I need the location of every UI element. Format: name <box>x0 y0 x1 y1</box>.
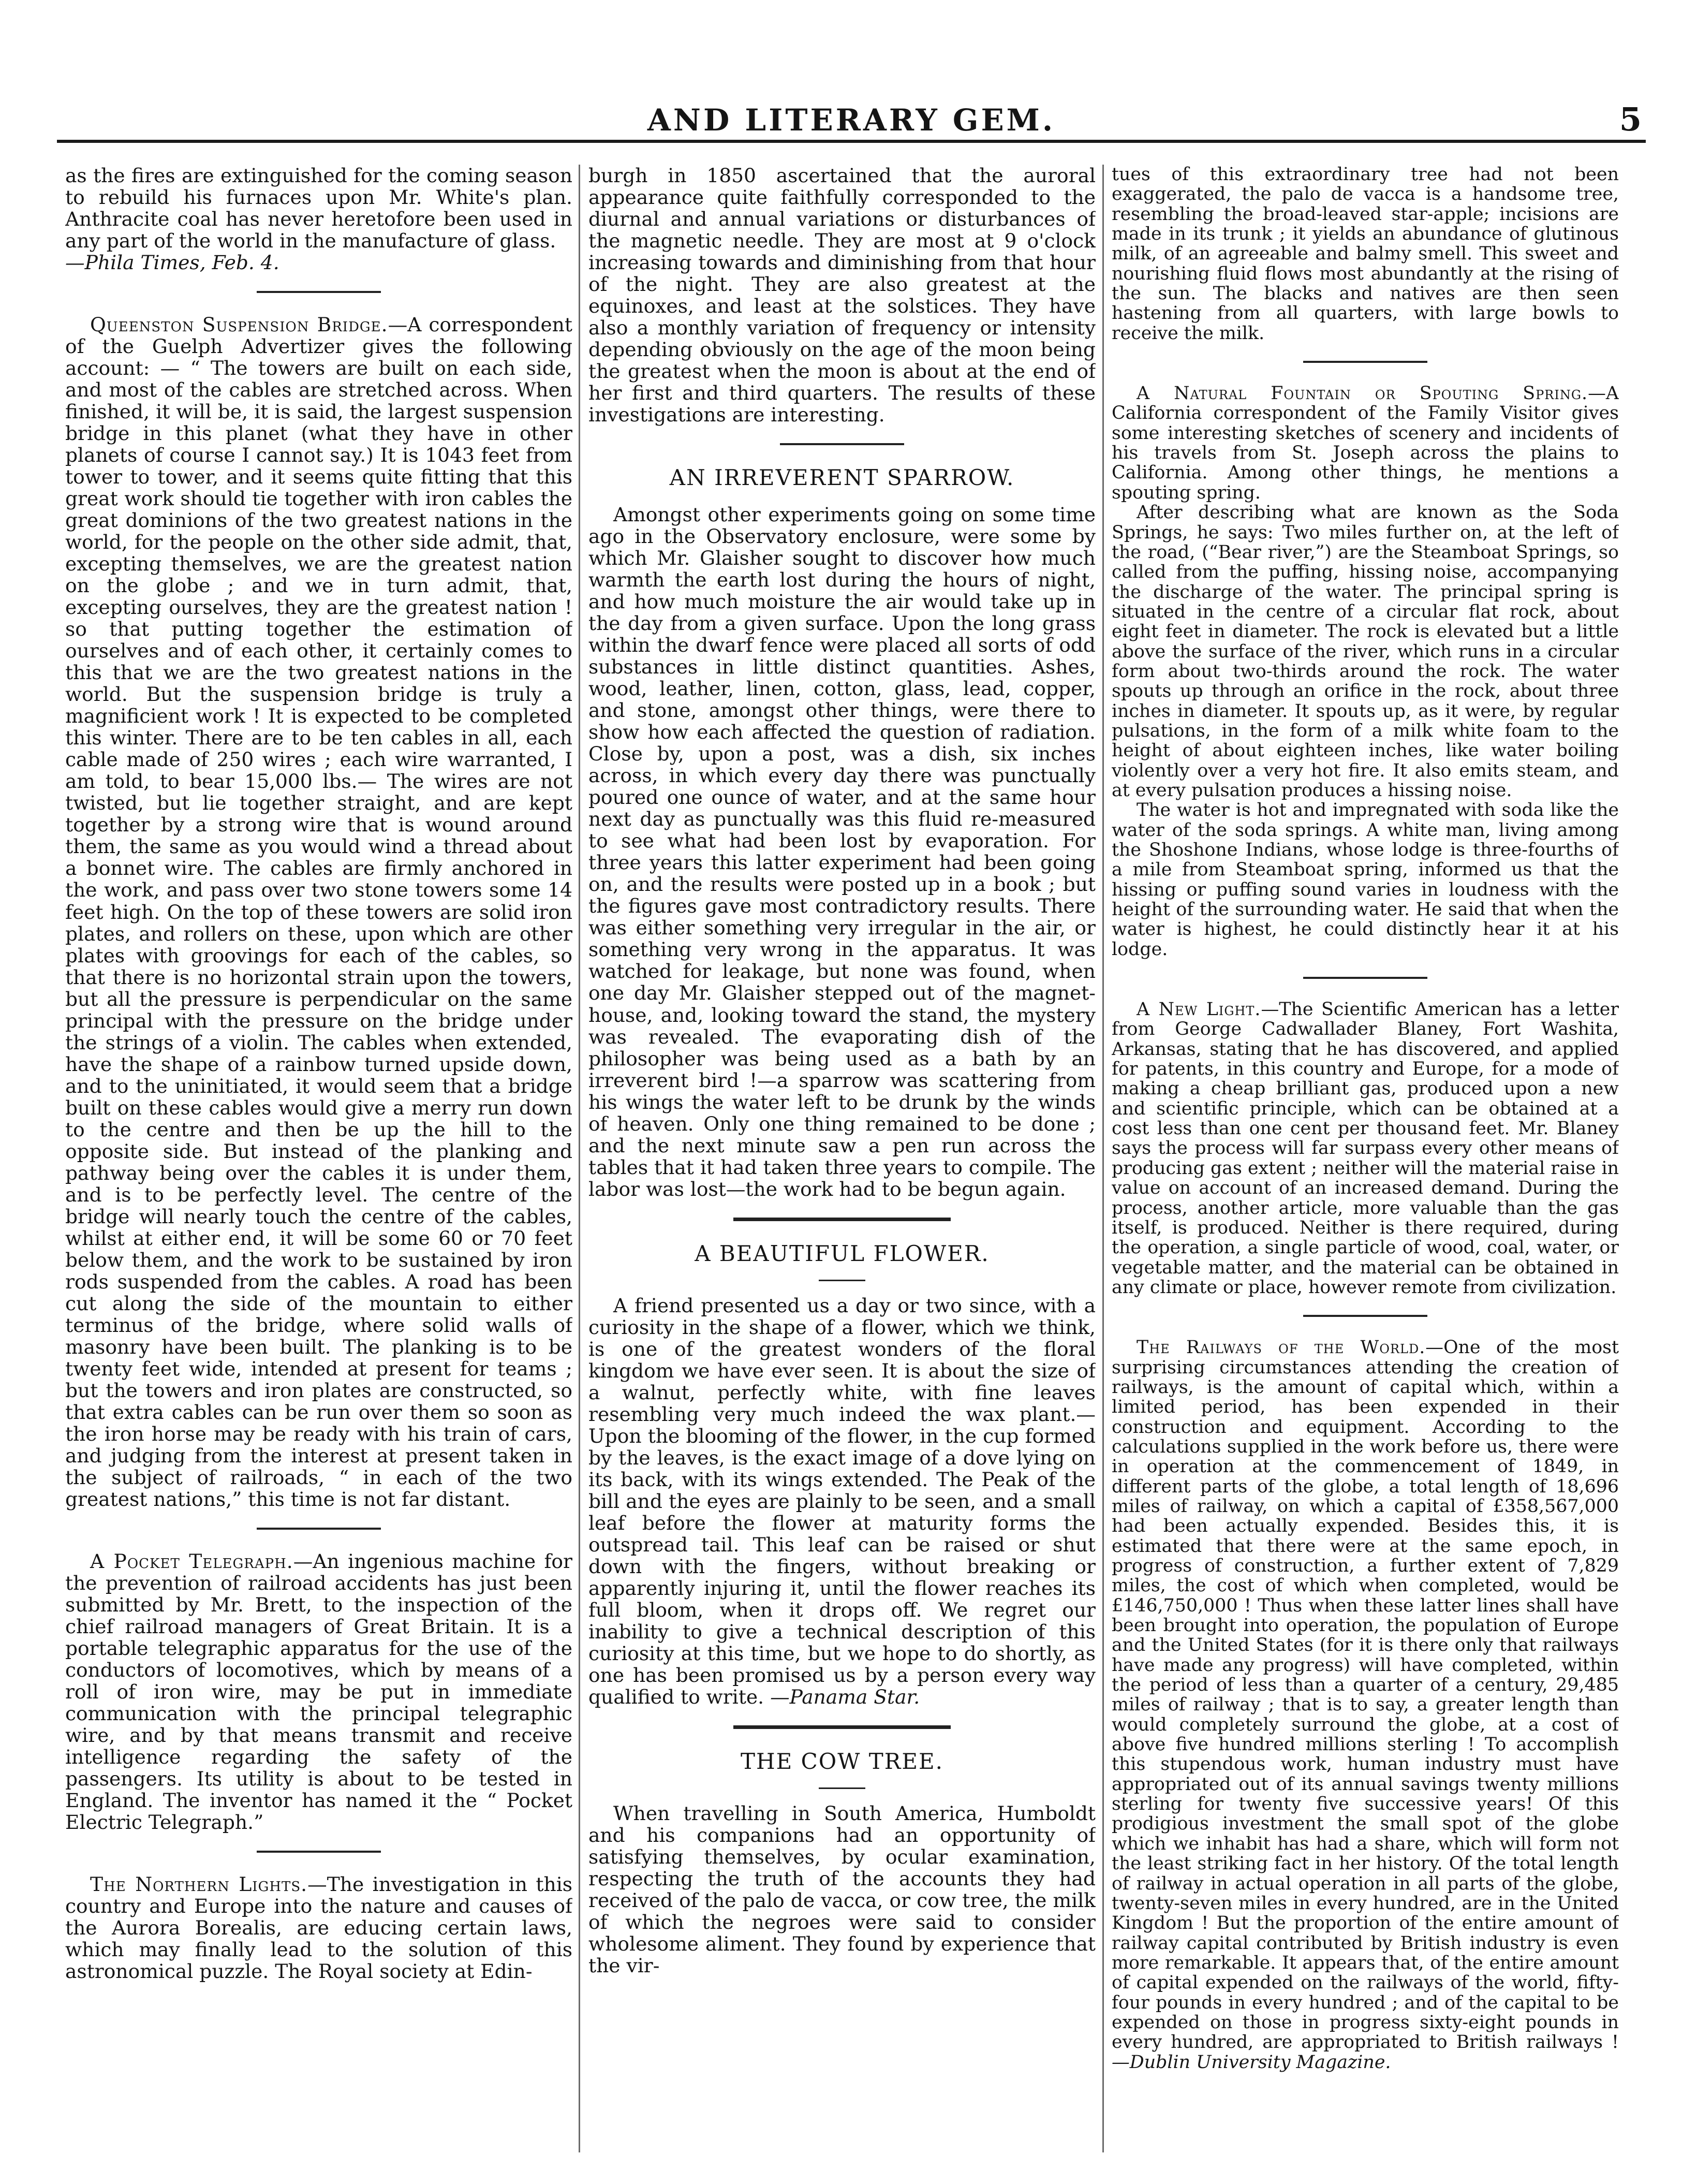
column-right <box>1112 165 1619 2152</box>
section-divider <box>1303 1315 1427 1317</box>
article-text: —An ingenious machine for the prevention of railroad accidents has just been submitted by Mr. Brett, to the inspection of the chief railroad managers of Great Britain. It is a portable telegraphic apparatus for the use of the conductors of locomotives, which by means of a roll of iron wire, may be put in immediate communication with the principal telegraphic wire, and by that means transmit and receive intelligence regarding the safety of the passengers. Its utility is about to be tested in England. The inventor has named it the “ Pocket Electric Telegraph.” <box>65 1549 572 1834</box>
article-source: —Panama Star. <box>770 1685 920 1708</box>
column-left <box>65 165 572 2152</box>
article-text: —The Scientific American has a letter from George Cadwallader Blaney, Fort Washita, Arkansas, stating that he has discovered, and applied for patents, in this country and Europe, for a mode of making a cheap brilliant gas, produced upon a new and scientific principle, which can be obtained at a cost less than one cent per thousand feet. Mr. Blaney says the process will far surpass every other means of producing gas extent ; neither will the material raise in value on account of an increased demand. During the process, another article, more valuable than the gas itself, is produced. Neither is there required, during the operation, a single particle of wood, coal, water, or vegetable matter, and the material can be obtained in any climate or place, however remote from civilization. <box>1112 999 1619 1298</box>
section-divider <box>733 1218 951 1221</box>
section-divider <box>1303 977 1427 979</box>
section-divider <box>733 1725 951 1729</box>
article-source: —Phila Times, Feb. 4. <box>65 251 279 274</box>
article-text: as the fires are extinguished for the coming season to rebuild his furnaces upon Mr. White's plan. Anthracite coal has never heretofore been used in any part of the world in the manufacture of glass. <box>65 165 572 253</box>
article-paragraph: The water is hot and impregnated with soda like the water of the soda springs. A white man, living among the Shoshone Indians, whose lodge is three-fourths of a mile from Steamboat spring, informed us that the hissing or puffing sound varies in loudness with the height of the surrounding water. He said that when the water is highest, he could distinctly hear it at his lodge. <box>1112 800 1619 960</box>
column-rule <box>1102 165 1104 2152</box>
article-irreverent-sparrow: Amongst other experiments going on some time ago in the Observatory enclosure, were some by which Mr. Glaisher sought to discover how much warmth the earth lost during the hours of night, and how much moisture the air would take up in the day from a given surface. Upon the long grass within the dwarf fence were placed all sorts of odd substances in little distinct quantities. Ashes, wood, leather, linen, cotton, glass, lead, copper, and stone, amongst other things, were there to show how each affected the question of radiation. Close by, upon a post, was a dish, six inches across, in which every day there was punctually poured one ounce of water, and at the same hour next day as punctually was this fluid re-measured to see what had been lost by evaporation. For three years this latter experiment had been going on, and the results were posted up in a book ; but the figures gave most contradictory results. There was either something very irregular in the air, or something very wrong in the apparatus. It was watched for leakage, but none was found, when one day Mr. Glaisher stepped out of the magnet-house, and, looking toward the stand, the mystery was revealed. The evaporating dish of the philosopher was being used as a bath by an irreverent bird !—a sparrow was scattering from his wings the water left to be drunk by the winds of heaven. Only one thing remained to be done ; and the next minute saw a pen run across the tables that it had taken three years to compile. The labor was lost—the work had to be begun again. <box>588 503 1096 1200</box>
section-divider <box>257 1528 381 1530</box>
article-pocket-telegraph <box>65 1550 572 1833</box>
page-number: 5 <box>1619 100 1642 138</box>
article-new-light <box>1112 1000 1619 1297</box>
article-lead: A Pocket Telegraph. <box>90 1549 293 1573</box>
article-heading: AN IRREVERENT SPARROW. <box>669 465 1015 491</box>
article-cow-tree: When travelling in South America, Humboldt and his companions had an opportunity of satisfying themselves, by ocular examination, respecting the truth of the accounts they had received of the palo de vacca, or cow tree, the milk of which the negroes were said to consider wholesome aliment. They found by experience that the vir- <box>588 1801 1096 1977</box>
article-source: —Dublin University Magazine. <box>1112 2051 1391 2073</box>
article-lead: The Northern Lights. <box>90 1873 308 1896</box>
article-heading: THE COW TREE. <box>740 1748 944 1774</box>
article-lead: A Natural Fountain or Spouting Spring. <box>1137 383 1588 404</box>
article-lead: Queenston Suspension Bridge. <box>90 313 388 336</box>
article-continuation <box>65 165 572 273</box>
article-continuation: burgh in 1850 ascertained that the auroral appearance quite faithfully corresponded to the diurnal and annual variations or disturbances of the magnetic needle. They are most at 9 o'clock increasing towards and diminishing from that hour of the night. They are also greatest at the equinoxes, and least at the solstices. They have also a monthly variation of frequency or intensity depending obviously on the age of the moon being the greatest when the moon is about at the end of her first and third quarters. The results of these investigations are interesting. <box>588 165 1096 427</box>
article-text: A friend presented us a day or two since, with a curiosity in the shape of a flower, which we think, is one of the greatest wonders of the floral kingdom we have ever seen. It is about the size of a walnut, perfectly white, with fine leaves resembling very much indeed the wax plant.— Upon the blooming of the flower, in the cup formed by the leaves, is the exact image of a dove lying on its back, with its wings extended. The Peak of the bill and the eyes are plainly to be seen, and a small leaf before the flower at maturity forms the outspread tail. This leaf can be raised or shut down with the fingers, without breaking or apparently injuring it, until the flower reaches its full bloom, when it drops off. We regret our inability to give a technical description of this curiosity at this time, but we hope to do shortly, as one has been promised us by a person every way qualified to write. <box>588 1294 1096 1708</box>
article-railways-of-the-world <box>1112 1338 1619 2072</box>
article-natural-fountain <box>1112 384 1619 503</box>
section-divider <box>257 291 381 293</box>
article-queenston-bridge <box>65 314 572 1510</box>
section-divider <box>1303 361 1427 363</box>
article-heading: A BEAUTIFUL FLOWER. <box>695 1240 990 1266</box>
article-continuation: tues of this extraordinary tree had not been exaggerated, the palo de vacca is a handsome tree, resembling the broad-leaved star-apple; incisions are made in its trunk ; it yields an abundance of glutinous milk, of an agreeable and balmy smell. This sweet and nourishing fluid flows most abundantly at the rising of the sun. The blacks and natives are then seen hastening from all quarters, with large bowls to receive the milk. <box>1112 165 1619 344</box>
section-divider <box>780 443 904 445</box>
article-text: —A correspondent of the Guelph Advertizer gives the following account: — “ The towers are built on each side, and most of the cables are stretched across. When finished, it will be, it is said, the largest suspension bridge in this planet (what they have in other planets of course I cannot say.) It is 1043 feet from tower to tower, and it seems quite fitting that this great work should tie together with iron cables the great dominions of the two greatest nations in the world, for the people on the other side admit, that, excepting themselves, we are the greatest nation on the globe ; and we in turn admit, that, excepting ourselves, they are the greatest nation ! so that putting together the estimation of ourselves and of each other, it certainly comes to this that we are the two greatest nations in the world. But the suspension bridge is truly a magnificient work ! It is expected to be completed this winter. There are to be ten cables in all, each cable made of 250 wires ; each wire warranted, I am told, to bear 15,000 lbs.— The wires are not twisted, but lie together straight, and are kept together by a strong wire that is wound around them, the same as you would wind a thread about a bonnet wire. The cables are firmly anchored in the work, and pass over two stone towers some 14 feet high. On the top of these towers are solid iron plates, and rollers on these, upon which are other plates with groovings for each of the cables, so that there is no horizontal strain upon the towers, but all the pressure is perpendicular on the same principal with the pressure on the bridge under the strings of a violin. The cables when extended, have the shape of a rainbow turned upside down, and to the uninitiated, it would seem that a bridge built on these cables would give a merry run down to the centre and then be up the hill to the opposite side. But instead of the planking and pathway being over the cables it is under them, and is to be perfectly level. The centre of the bridge will nearly touch the centre of the cables, whilst at either end, it will be some 60 or 70 feet below them, and the work to be sustained by iron rods suspended from the cables. A road has been cut along the side of the mountain to either terminus of the bridge, where solid walls of masonry have been built. The planking is to be twenty feet wide, intended at present for teams ; but the towers and iron plates are constructed, so that extra cables can be run over them so soon as the iron horse may be ready with his train of cars, and judging from the interest at present taken in the subject of railroads, “ in each of the two greatest nations,” this time is not far distant. <box>65 313 572 1511</box>
article-beautiful-flower <box>588 1295 1096 1708</box>
running-head <box>57 96 1646 143</box>
page-title: AND LITERARY GEM. <box>647 102 1056 138</box>
column-rule <box>579 165 580 2152</box>
heading-rule <box>819 1280 865 1281</box>
heading-rule <box>819 1787 865 1789</box>
article-northern-lights <box>65 1873 572 1982</box>
article-paragraph: After describing what are known as the Soda Springs, he says: Two miles further on, at the left of the road, (“Bear river,”) are the Steamboat Springs, so called from the puffing, hissing noise, accompanying the discharge of the water. The principal spring is situated in the centre of a circular flat rock, about eight feet in diameter. The rock is elevated but a little above the surface of the river, which runs in a circular form about two-thirds around the rock. The water spouts up through an orifice in the rock, about three inches in diameter. It spouts up, as it were, by regular pulsations, in the form of a milk white foam to the height of about eighteen inches, like water boiling violently over a very hot fire. It also emits steam, and at every pulsation produces a hissing noise. <box>1112 502 1619 801</box>
article-lead: The Railways of the World. <box>1137 1337 1426 1358</box>
article-text: —The investigation in this country and Europe into the nature and causes of the Aurora Borealis, are educing certain laws, which may finally lead to the solution of this astronomical puzzle. The Royal society at Edin- <box>65 1873 572 1983</box>
article-text: —One of the most surprising circumstances attending the creation of railways, is the amount of capital which, within a limited period, has been expended in their construction and equipment. According to the calculations supplied in the work before us, there were in operation at the commencement of 1849, in different parts of the globe, a total length of 18,696 miles of railway, on which a capital of £358,567,000 had been actually expended. Besides this, it is estimated that there were at the same epoch, in progress of construction, a further extent of 7,829 miles, the cost of which when completed, would be £146,750,000 ! Thus when these latter lines shall have been brought into operation, the population of Europe and the United States (for it is there only that railways have made any progress) will have completed, within the period of less than a quarter of a century, 29,485 miles of railway ; that is to say, a greater length than would completely surround the globe, at a cost of above five hundred millions sterling ! To accomplish this stupendous work, human industry must have appropriated out of its annual savings twenty millions sterling for twenty five successive years! Of this prodigious investment the small spot of the globe which we inhabit has had a share, which will form not the least striking fact in her history. Of the total length of railway in actual operation in all parts of the globe, twenty-seven miles in every hundred, are in the United Kingdom ! But the proportion of the entire amount of railway capital contributed by British industry is even more remarkable. It appears that, of the entire amount of capital expended on the railways of the world, fifty-four pounds in every hundred ; and of the capital to be expended on those in progress sixty-eight pounds in every hundred, are appropriated to British railways ! <box>1112 1337 1619 2053</box>
article-text: —A California correspondent of the Family Visitor gives some interesting sketches of scenery and incidents of his travels from St. Joseph across the plains to California. Among other things, he mentions a spouting spring. <box>1112 383 1619 503</box>
column-middle <box>588 165 1096 2152</box>
section-divider <box>257 1851 381 1853</box>
article-lead: A New Light. <box>1137 999 1261 1020</box>
